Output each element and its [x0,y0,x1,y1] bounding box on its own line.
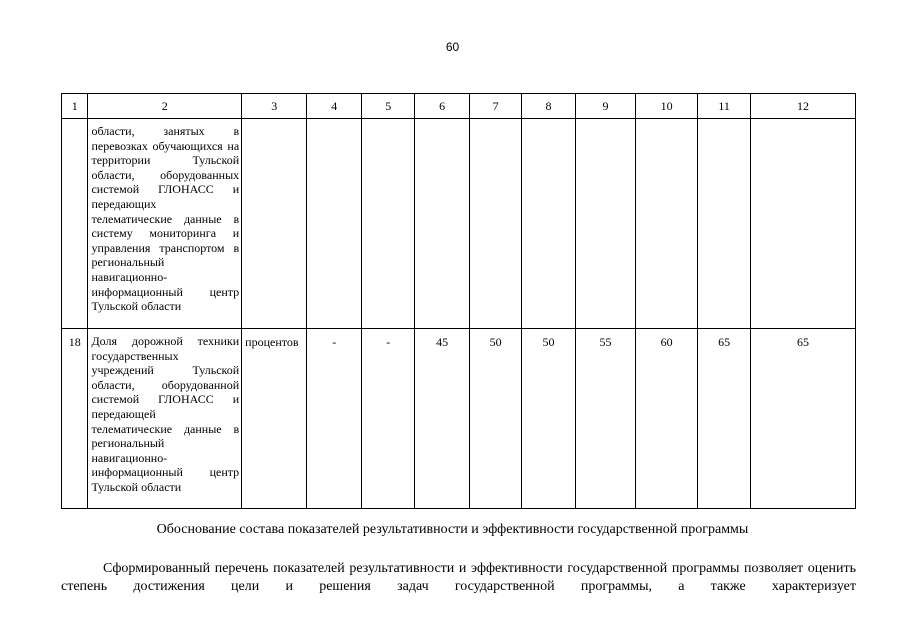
column-number-10: 10 [636,94,698,119]
row-index-cell: 18 [62,329,88,509]
column-number-6: 6 [415,94,470,119]
value-cell [751,119,856,329]
value-cell [362,119,415,329]
section-heading: Обоснование состава показателей результативности и эффективности государственной программы [156,522,749,537]
value-cell: 60 [636,329,698,509]
value-cell [522,119,576,329]
page-number: 60 [445,40,460,54]
column-number-7: 7 [470,94,522,119]
value-cell: - [362,329,415,509]
body-paragraph: Сформированный перечень показателей результативности и эффективности государственной программы позволяет оценить степень достижения цели и решения задач государственной программы, а также характеризует [61,561,856,594]
value-cell: 50 [470,329,522,509]
indicator-name-cell: области, занятых в перевозках обучающихся на территории Тульской области, оборудованных системой ГЛОНАСС и передающих телематические данные в систему мониторинга и управления транспортом в региональный навигационно-информационный центр Тульской области [88,119,242,329]
value-cell: 50 [522,329,576,509]
value-cell: 45 [415,329,470,509]
unit-cell [242,119,307,329]
column-number-1: 1 [62,94,88,119]
value-cell: 65 [698,329,751,509]
column-number-8: 8 [522,94,576,119]
column-number-12: 12 [751,94,856,119]
row-index-cell [62,119,88,329]
column-number-2: 2 [88,94,242,119]
value-cell: 65 [751,329,856,509]
column-number-3: 3 [242,94,307,119]
indicators-table [61,93,856,509]
table-row [62,119,856,329]
value-cell [307,119,362,329]
value-cell [470,119,522,329]
unit-cell: процентов [242,329,307,509]
value-cell: 55 [576,329,636,509]
column-number-11: 11 [698,94,751,119]
value-cell: - [307,329,362,509]
table-header-row [62,94,856,119]
column-number-9: 9 [576,94,636,119]
column-number-4: 4 [307,94,362,119]
table-row [62,329,856,509]
indicator-name-cell: Доля дорожной техники государственных учреждений Тульской области, оборудованной системой ГЛОНАСС и передающей телематические данные в региональный навигационно-информационный центр Тульской области [88,329,242,509]
value-cell [636,119,698,329]
value-cell [698,119,751,329]
column-number-5: 5 [362,94,415,119]
value-cell [415,119,470,329]
value-cell [576,119,636,329]
